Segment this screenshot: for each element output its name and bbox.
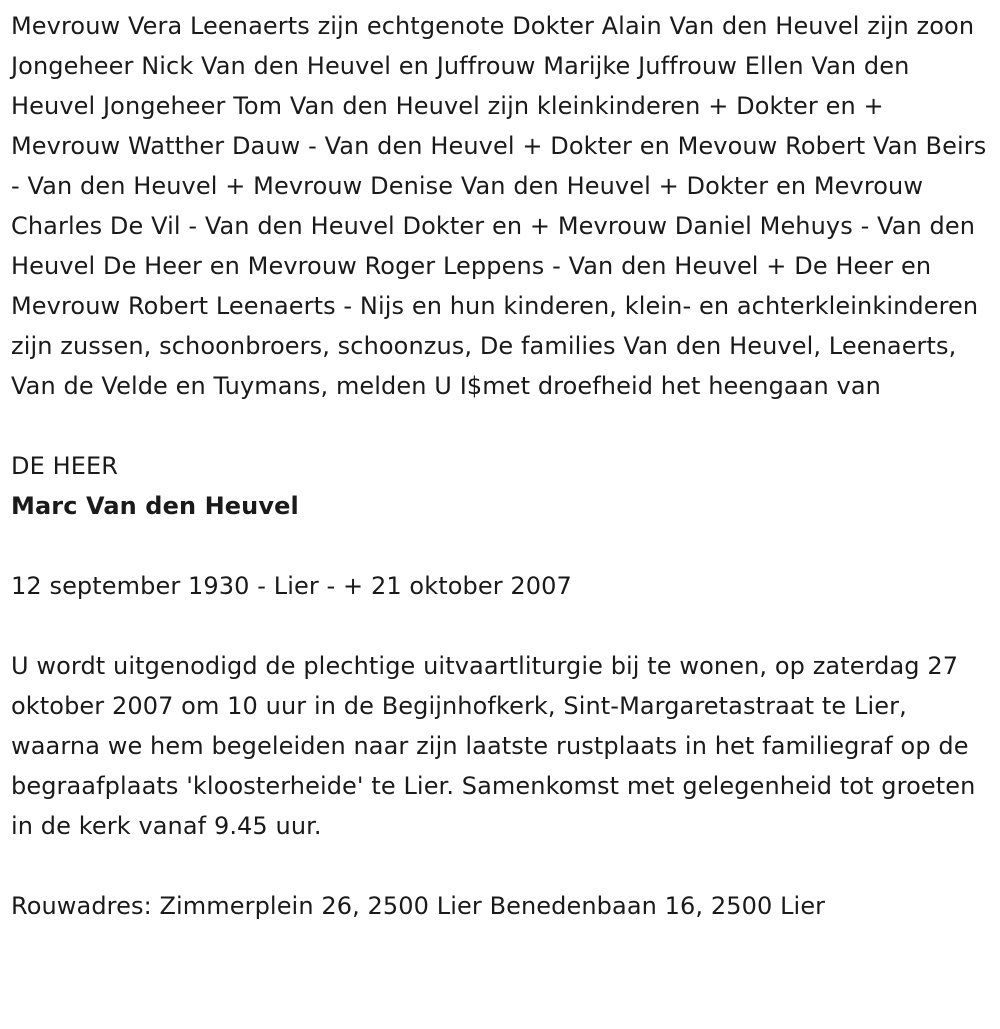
title-prefix: DE HEER — [11, 452, 119, 480]
deceased-name: Marc Van den Heuvel — [11, 492, 299, 520]
spacer — [11, 526, 991, 566]
obituary-document — [11, 6, 991, 926]
invitation-paragraph: U wordt uitgenodigd de plechtige uitvaartliturgie bij te wonen, op zaterdag 27 oktober 2007 om 10 uur in de Begijnhofkerk, Sint-Margaretastraat te Lier, waarna we hem begeleiden naar zijn laatste rustplaats in het familiegraf op de begraafplaats 'kloosterheide' te Lier. Samenkomst met gelegenheid tot groeten in de kerk vanaf 9.45 uur. — [11, 652, 976, 840]
spacer — [11, 406, 991, 446]
mourning-address: Rouwadres: Zimmerplein 26, 2500 Lier Benedenbaan 16, 2500 Lier — [11, 892, 826, 920]
intro-paragraph: Mevrouw Vera Leenaerts zijn echtgenote Dokter Alain Van den Heuvel zijn zoon Jongeheer Nick Van den Heuvel en Juffrouw Marijke Juffrouw Ellen Van den Heuvel Jongeheer Tom Van den Heuvel zijn kleinkinderen + Dokter en + Mevrouw Watther Dauw - Van den Heuvel + Dokter en Mevouw Robert Van Beirs - Van den Heuvel + Mevrouw Denise Van den Heuvel + Dokter en Mevrouw Charles De Vil - Van den Heuvel Dokter en + Mevrouw Daniel Mehuys - Van den Heuvel De Heer en Mevrouw Roger Leppens - Van den Heuvel + De Heer en Mevrouw Robert Leenaerts - Nijs en hun kinderen, klein- en achterkleinkinderen zijn zussen, schoonbroers, schoonzus, De families Van den Heuvel, Leenaerts, Van de Velde en Tuymans, melden U I$met droefheid het heengaan van — [11, 12, 987, 400]
spacer — [11, 846, 991, 886]
spacer — [11, 606, 991, 646]
life-dates: 12 september 1930 - Lier - + 21 oktober 2007 — [11, 572, 572, 600]
